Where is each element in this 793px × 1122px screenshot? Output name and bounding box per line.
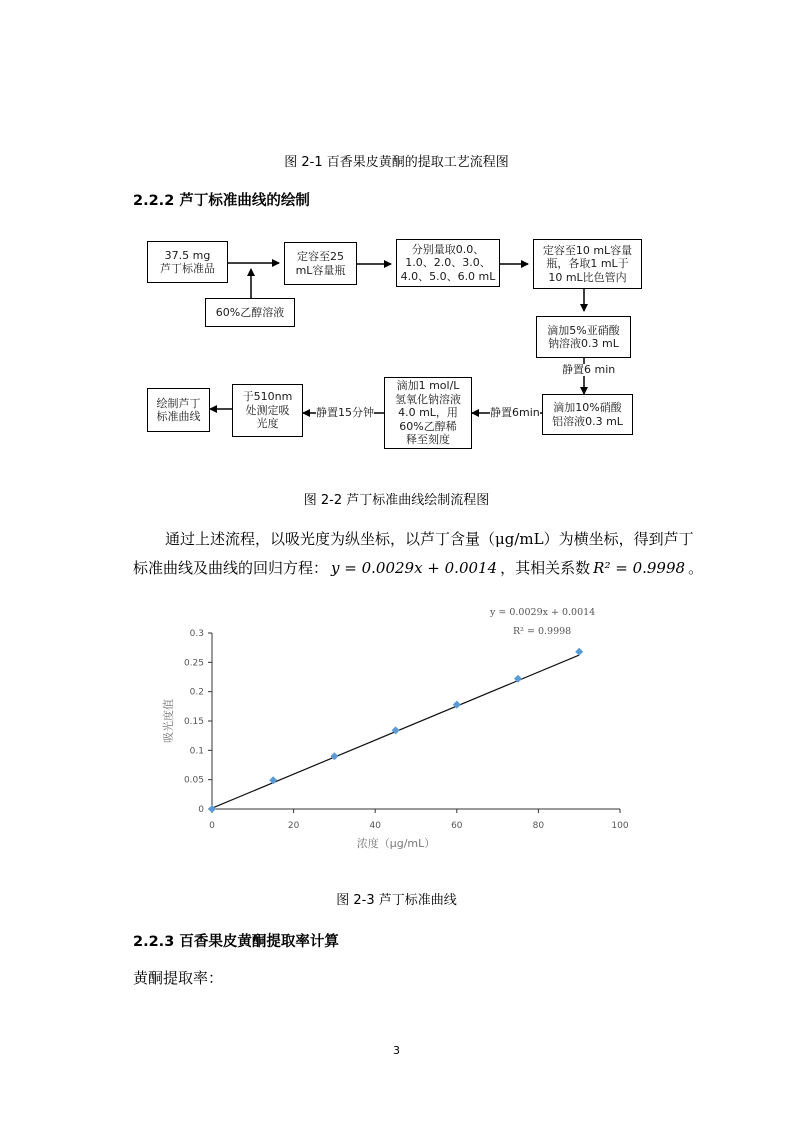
y-tick-label: 0.3 (189, 629, 204, 639)
calibration-chart (150, 600, 650, 862)
x-tick-label: 100 (611, 821, 629, 831)
section-heading-2-2-2: 2.2.2 芦丁标准曲线的绘制 (133, 193, 310, 209)
paragraph-line-2 (133, 557, 703, 578)
flow-label-stand-15min: 静置15分钟 (316, 406, 374, 419)
flow-box-volumetric-25ml: 定容至25 mL容量瓶 (284, 242, 357, 285)
figure-2-3-caption: 图 2-3 芦丁标准曲线 (336, 893, 457, 908)
data-point (208, 805, 216, 813)
chart-x-axis-label: 浓度（μg/mL） (356, 837, 436, 850)
flow-label-stand-6min-1: 静置6 min (562, 363, 616, 376)
paragraph-line-1: 通过上述流程，以吸光度为纵坐标，以芦丁含量（μg/mL）为横坐标，得到芦丁 (165, 530, 694, 548)
y-tick-label: 0.05 (183, 775, 204, 786)
section-heading-2-2-3: 2.2.3 百香果皮黄酮提取率计算 (133, 934, 339, 950)
data-point (269, 776, 277, 784)
y-tick-label: 0.1 (189, 746, 204, 757)
flow-box-naoh-dilute: 滴加1 mol/L 氢氧化钠溶液 4.0 mL，用 60%乙醇稀 释至刻度 (384, 377, 472, 449)
y-tick-label: 0.15 (183, 717, 204, 727)
page-number: 3 (393, 1044, 400, 1057)
x-tick-label: 40 (369, 821, 381, 831)
regression-equation: y = 0.0029x + 0.0014 (331, 559, 498, 577)
flow-box-ethanol-60: 60%乙醇溶液 (205, 298, 295, 327)
flow-box-measure-510nm: 于510nm 处测定吸 光度 (232, 384, 303, 437)
figure-2-1-caption: 图 2-1 百香果皮黄酮的提取工艺流程图 (284, 155, 509, 170)
flow-box-aluminium-nitrate: 滴加10%硝酸 铝溶液0.3 mL (542, 394, 633, 435)
x-tick-label: 0 (209, 821, 215, 831)
data-point (330, 752, 338, 760)
figure-2-2-caption: 图 2-2 芦丁标准曲线绘制流程图 (303, 493, 490, 508)
y-tick-label: 0.2 (189, 687, 204, 698)
chart-equation-annotation: y = 0.0029x + 0.0014 (490, 607, 596, 618)
flow-box-pipette-volumes: 分别量取0.0、 1.0、2.0、3.0、 4.0、5.0、6.0 mL (396, 239, 500, 287)
data-point (575, 648, 583, 656)
correlation-coefficient: R² = 0.9998 (593, 559, 686, 577)
flow-box-rutin-standard: 37.5 mg 芦丁标准品 (147, 241, 228, 283)
chart-y-axis-label: 吸光度值 (162, 699, 175, 743)
x-tick-label: 60 (451, 821, 463, 831)
y-tick-label: 0 (198, 805, 204, 815)
paragraph-text: 标准曲线及曲线的回归方程： (133, 559, 329, 577)
chart-points (208, 648, 583, 813)
flow-box-plot-curve: 绘制芦丁 标准曲线 (147, 388, 210, 432)
y-tick-label: 0.25 (183, 658, 204, 669)
flow-label-stand-6min-2: 静置6min (490, 406, 540, 419)
x-tick-label: 80 (532, 821, 545, 831)
paragraph-text: ，其相关系数 (500, 559, 591, 577)
chart-tick-labels (184, 629, 629, 831)
flow-box-sodium-nitrite: 滴加5%亚硝酸 钠溶液0.3 mL (536, 316, 631, 358)
chart-axes (208, 633, 620, 813)
flow-box-dilute-10ml: 定容至10 mL容量 瓶，各取1 mL于 10 mL比色管内 (533, 239, 642, 289)
chart-r2-annotation: R² = 0.9998 (513, 626, 572, 637)
paragraph-text: 。 (688, 559, 704, 577)
x-tick-label: 20 (287, 821, 300, 831)
paragraph-extraction-rate: 黄酮提取率： (133, 969, 224, 987)
